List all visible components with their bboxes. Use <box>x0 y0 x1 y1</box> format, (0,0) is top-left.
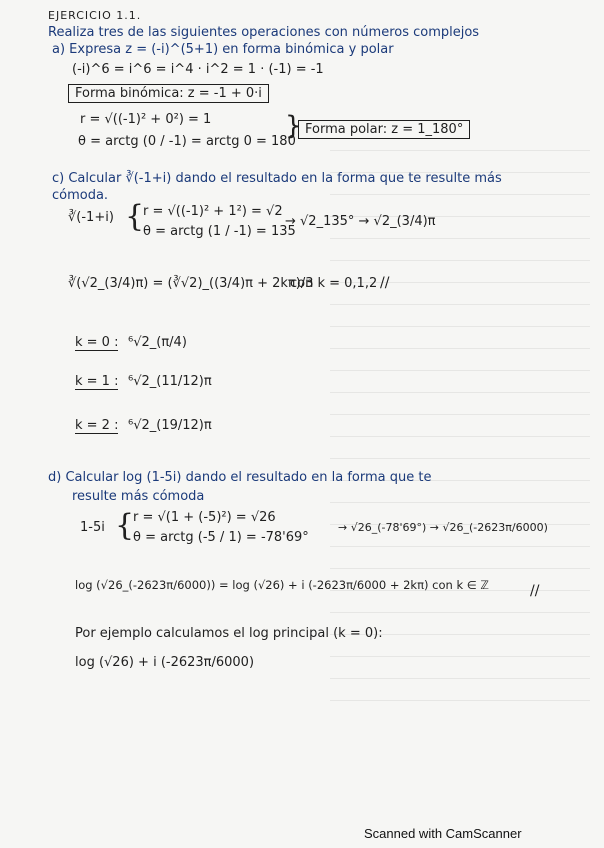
exercise-intro: Realiza tres de las siguientes operaciones con números complejos <box>48 25 480 40</box>
part-c-root-formula: ∛(√2_(3/4)π) = (∛√2)_((3/4)π + 2kπ)/3 <box>68 276 314 291</box>
part-d-log-general: log (√26_(-2623π/6000)) = log (√26) + i (-2623π/6000 + 2kπ) con k ∈ ℤ <box>75 578 489 592</box>
part-c-k1-label: k = 1 : <box>75 374 119 389</box>
part-d-argument: θ = arctg (-5 / 1) = -78'69° <box>133 530 309 545</box>
part-a-polar-form: Forma polar: z = 1_180° <box>298 120 470 139</box>
part-d-question: d) Calcular log (1-5i) dando el resultado en la forma que te <box>48 470 432 485</box>
part-c-brace: { <box>125 199 145 234</box>
part-c-question: c) Calcular ∛(-1+i) dando el resultado en la forma que te resulte más cómoda. <box>52 171 502 203</box>
part-d-number: 1-5i <box>80 520 105 535</box>
part-c-argument: θ = arctg (1 / -1) = 135 <box>143 224 296 239</box>
camscanner-footer: Scanned with CamScanner <box>364 826 522 841</box>
part-d-question-line2: resulte más cómoda <box>72 489 205 504</box>
exercise-title: EJERCICIO 1.1. <box>48 9 142 22</box>
part-d-modulus: r = √(1 + (-5)²) = √26 <box>133 510 276 525</box>
part-a-angle: θ = arctg (0 / -1) = arctg 0 = 180 <box>78 134 296 149</box>
part-c-k2-value: ⁶√2_(19/12)π <box>128 418 212 433</box>
part-d-double-slash: // <box>530 583 540 599</box>
part-a-step1: (-i)^6 = i^6 = i^4 · i^2 = 1 · (-1) = -1 <box>72 62 324 77</box>
part-a-question: a) Expresa z = (-i)^(5+1) en forma binómica y polar <box>52 42 394 57</box>
part-d-brace: { <box>115 508 135 543</box>
part-d-principal-log: log (√26) + i (-2623π/6000) <box>75 655 255 670</box>
part-c-k-set: con k = 0,1,2 <box>290 276 378 291</box>
part-a-brace: } <box>285 111 302 141</box>
part-a-binomial-form: Forma binómica: z = -1 + 0·i <box>68 84 269 103</box>
part-c-radicand: ∛(-1+i) <box>68 210 114 225</box>
part-c-k2-label: k = 2 : <box>75 418 119 433</box>
part-c-k0-label: k = 0 : <box>75 335 119 350</box>
part-c-conversion: → √2_135° → √2_(3/4)π <box>285 214 436 229</box>
part-c-double-slash: // <box>380 275 390 291</box>
part-c-k0-value: ⁶√2_(π/4) <box>128 335 187 350</box>
part-d-principal-intro: Por ejemplo calculamos el log principal (k = 0): <box>75 626 383 641</box>
part-d-conversion: → √26_(-78'69°) → √26_(-2623π/6000) <box>338 521 548 534</box>
part-c-modulus: r = √((-1)² + 1²) = √2 <box>143 204 283 219</box>
part-c-k1-value: ⁶√2_(11/12)π <box>128 374 212 389</box>
part-a-modulus: r = √((-1)² + 0²) = 1 <box>80 112 212 127</box>
